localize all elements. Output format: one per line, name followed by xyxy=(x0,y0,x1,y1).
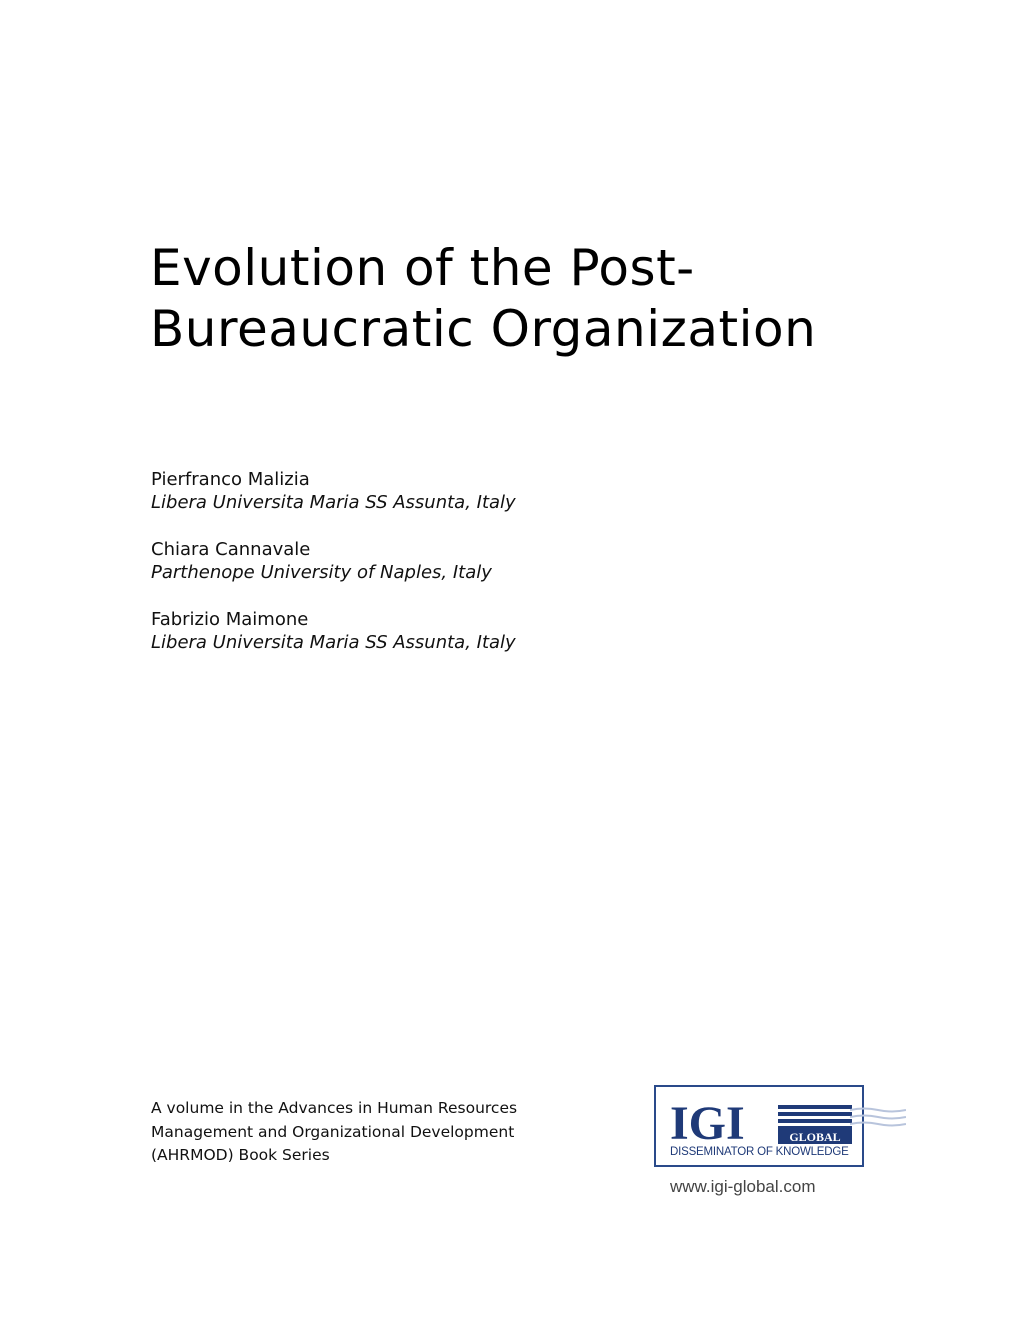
author-affiliation: Libera Universita Maria SS Assunta, Italy xyxy=(151,632,516,653)
series-line: A volume in the Advances in Human Resources xyxy=(151,1099,518,1117)
author-name: Pierfranco Malizia xyxy=(151,469,310,490)
author-name: Chiara Cannavale xyxy=(151,539,311,560)
publisher-url: www.igi-global.com xyxy=(670,1177,816,1196)
author-affiliation: Parthenope University of Naples, Italy xyxy=(151,562,492,583)
book-title-line-1: Evolution of the Post- xyxy=(150,239,695,297)
logo-main-text: IGI xyxy=(670,1099,745,1145)
book-title xyxy=(150,238,950,360)
logo-tagline: DISSEMINATOR OF KNOWLEDGE xyxy=(670,1146,849,1158)
wave-lines-icon xyxy=(850,1107,906,1129)
author-name: Fabrizio Maimone xyxy=(151,609,309,630)
author-affiliation: Libera Universita Maria SS Assunta, Italy xyxy=(151,492,516,513)
series-line: (AHRMOD) Book Series xyxy=(151,1146,330,1164)
book-title-line-2: Bureaucratic Organization xyxy=(150,300,817,358)
author-entry xyxy=(151,538,751,608)
author-list xyxy=(151,468,751,678)
series-line: Management and Organizational Development xyxy=(151,1122,515,1141)
book-series-note xyxy=(151,1097,571,1168)
logo-mark-icon xyxy=(670,1099,852,1145)
logo-sub-text: GLOBAL xyxy=(789,1130,841,1144)
author-entry xyxy=(151,608,751,678)
publisher-logo xyxy=(654,1085,914,1205)
author-entry xyxy=(151,468,751,538)
igi-global-logo-icon xyxy=(654,1085,864,1167)
